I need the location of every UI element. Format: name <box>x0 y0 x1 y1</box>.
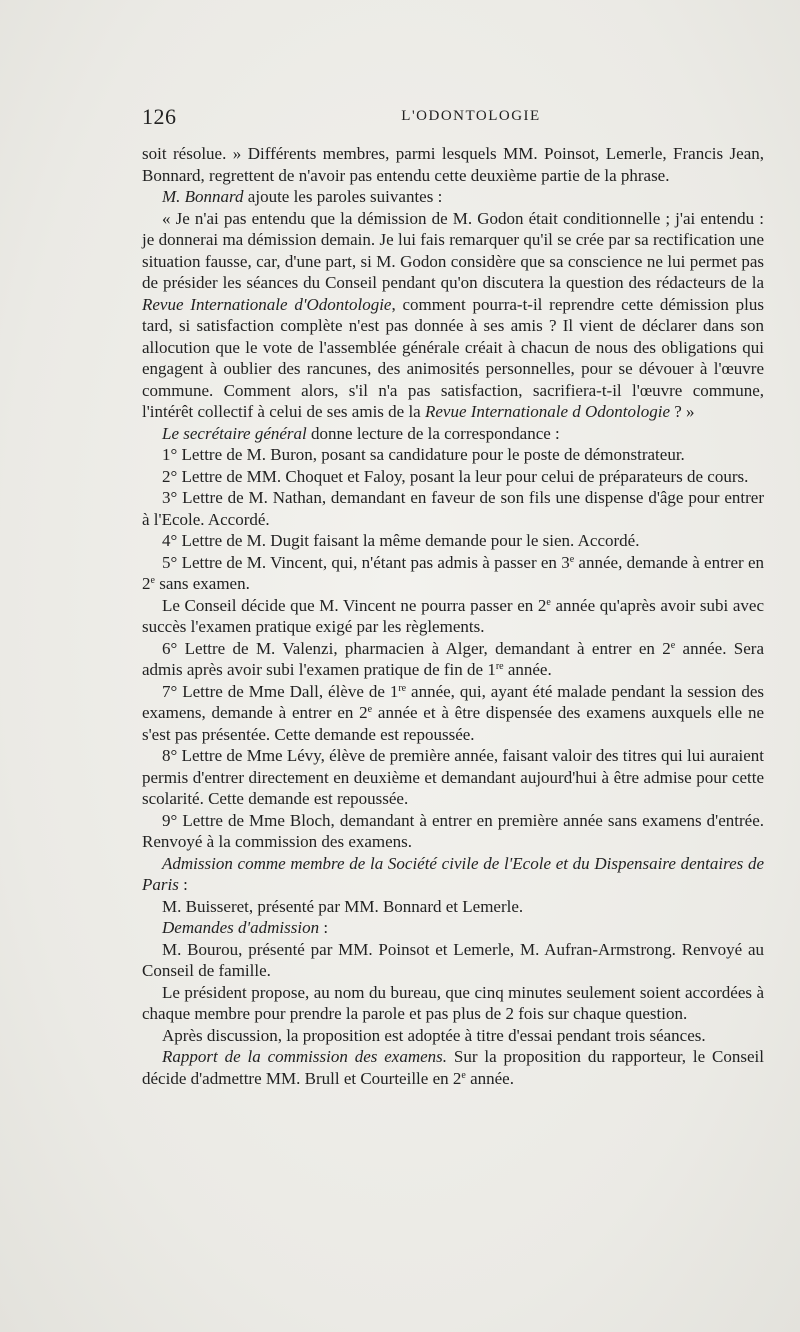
paragraph-p17 <box>142 917 764 939</box>
text-run: année. <box>503 660 552 679</box>
text-run: 4° Lettre de M. Dugit faisant la même demande pour le sien. Accordé. <box>162 531 640 550</box>
text-run: année. <box>465 1068 514 1088</box>
text-run: 7° Lettre de Mme Dall, élève de 1 <box>162 681 399 701</box>
running-title: L'ODONTOLOGIE <box>401 108 541 124</box>
text-run: 1° Lettre de M. Buron, posant sa candidature pour le poste de démonstrateur. <box>162 445 685 464</box>
text-run: ? » <box>670 402 695 421</box>
text-run: sans examen. <box>154 574 250 593</box>
paragraph-p7 <box>142 487 764 530</box>
text-run: « Je n'ai pas entendu que la démission de M. Godon était conditionnelle ; j'ai entendu : je donnerai ma démission demain. Je lui fais remarquer qu'il se crée par sa rectification une situation fausse, car, d'une part, si M. Godon considère que sa conscience ne lui permet pas de présider les séances du Conseil pendant qu'on discutera la question des rédacteurs de la <box>142 208 764 292</box>
text-run: : <box>178 875 188 894</box>
text-run: 9° Lettre de Mme Bloch, demandant à entrer en première année sans examens d'entrée. Renvoyé à la commission des examens. <box>142 810 764 851</box>
text-run: e <box>569 553 575 565</box>
paragraph-p1 <box>142 143 764 186</box>
text-run: M. Bourou, présenté par MM. Poinsot et Lemerle, M. Aufran-Armstrong. Renvoyé au Conseil de famille. <box>142 939 764 980</box>
text-run: année. Sera admis après avoir subi l'examen pratique de fin de 1 <box>142 638 764 679</box>
text-run: année, qui, ayant été malade pendant la session des examens, demande à entrer en 2 <box>142 681 765 722</box>
paragraph-p3 <box>142 208 764 423</box>
text-run: ajoute les paroles suivantes : <box>243 187 443 206</box>
text-run: soit résolue. » Différents membres, parmi lesquels MM. Poinsot, Lemerle, Francis Jean, Bonnard, regrettent de n'avoir pas entendu cette deuxième partie de la phrase. <box>142 144 764 185</box>
text-run: e <box>150 575 155 586</box>
text-run: 6° Lettre de M. Valenzi, pharmacien à Alger, demandant à entrer en 2 <box>162 638 671 658</box>
text-run: M. <box>162 187 185 206</box>
text-run: re <box>398 682 407 694</box>
page-header <box>142 104 764 134</box>
text-run: Demandes d'admission <box>162 918 320 937</box>
text-run: Le Conseil décide que M. Vincent ne pourra passer en 2 <box>162 595 547 615</box>
text-run: M. Buisseret, présenté par MM. Bonnard et Lemerle. <box>162 896 524 916</box>
paragraph-p4 <box>142 423 764 445</box>
text-run: e <box>546 596 551 608</box>
paragraph-p16 <box>142 896 764 918</box>
text-run: e <box>367 704 373 715</box>
text-run: , comment pourra-t-il reprendre cette démission plus tard, si satisfaction complète n'est pas donnée à ses amis ? Il vient de déclarer dans son allocution que le vote de l'assemblée générale créait à chacun de nous des obligations qui engagent à oublier des rancunes, des animosités personnelles, pour se dévouer à l'œuvre commune. Comment alors, s'il n'a pas satisfaction, sacrifiera-t-il l'œuvre commune, l'intérêt collectif à celui de ses amis de la <box>142 294 764 421</box>
text-run: Revue Internationale d'Odontologie <box>142 294 392 314</box>
text-run: 3° Lettre de M. Nathan, demandant en faveur de son fils une dispense d'âge pour entrer à l'Ecole. Accordé. <box>142 488 764 529</box>
paragraph-p13 <box>142 745 764 810</box>
text-run: Le secrétaire général <box>162 423 307 443</box>
paragraph-p18 <box>142 939 764 982</box>
text-run: Bonnard <box>184 187 244 206</box>
paragraph-p5 <box>142 444 764 466</box>
text-run: Le président propose, au nom du bureau, que cinq minutes seulement soient accordées à chaque membre pour prendre la parole et pas plus de 2 fois sur chaque question. <box>142 982 764 1023</box>
text-run: année qu'après avoir subi avec succès l'examen pratique exigé par les règlements. <box>142 595 764 636</box>
paragraph-p20 <box>142 1025 764 1047</box>
paragraph-p21 <box>142 1046 764 1089</box>
paragraph-p2 <box>142 186 764 208</box>
text-run: e <box>461 1069 466 1081</box>
text-run: 5° Lettre de M. Vincent, qui, n'étant pas admis à passer en 3 <box>162 552 570 572</box>
text-run: e <box>670 639 676 651</box>
text-run: Après discussion, la proposition est adoptée à titre d'essai pendant trois séances. <box>162 1025 706 1045</box>
page-body <box>142 143 764 1089</box>
paragraph-p6 <box>142 466 764 488</box>
paragraph-p19 <box>142 982 764 1025</box>
text-run: Revue Internationale d Odontologie <box>424 402 671 421</box>
paragraph-p15 <box>142 853 764 896</box>
text-run: donne lecture de la correspondance : <box>306 423 560 443</box>
text-run: année, demande à entrer en 2 <box>142 552 764 593</box>
text-run: 2° Lettre de MM. Choquet et Faloy, posant la leur pour celui de préparateurs de cours. <box>162 466 749 486</box>
paragraph-p9 <box>142 552 764 595</box>
text-run: : <box>319 918 329 937</box>
paragraph-p8 <box>142 530 764 552</box>
text-run: Rapport de la commission des examens. <box>162 1047 448 1066</box>
text-run: re <box>495 661 504 672</box>
paragraph-p10 <box>142 595 764 638</box>
text-run: Sur la proposition du rapporteur, le Conseil décide d'admettre MM. Brull et Courteille en 2 <box>142 1047 764 1088</box>
paragraph-p11 <box>142 638 764 681</box>
text-run: 8° Lettre de Mme Lévy, élève de première année, faisant valoir des titres qui lui auraient permis d'entrer directement en deuxième et demandant aujourd'hui à être admise pour cette scolarité. Cette demande est repoussée. <box>142 746 764 808</box>
paragraph-p12 <box>142 681 764 746</box>
text-run: année et à être dispensée des examens auxquels elle ne s'est pas présentée. Cette demande est repoussée. <box>142 703 764 744</box>
text-run: Admission comme membre de la Société civile de l'Ecole et du Dispensaire dentaires de Paris <box>142 853 764 894</box>
page-number: 126 <box>142 104 177 129</box>
paragraph-p14 <box>142 810 764 853</box>
